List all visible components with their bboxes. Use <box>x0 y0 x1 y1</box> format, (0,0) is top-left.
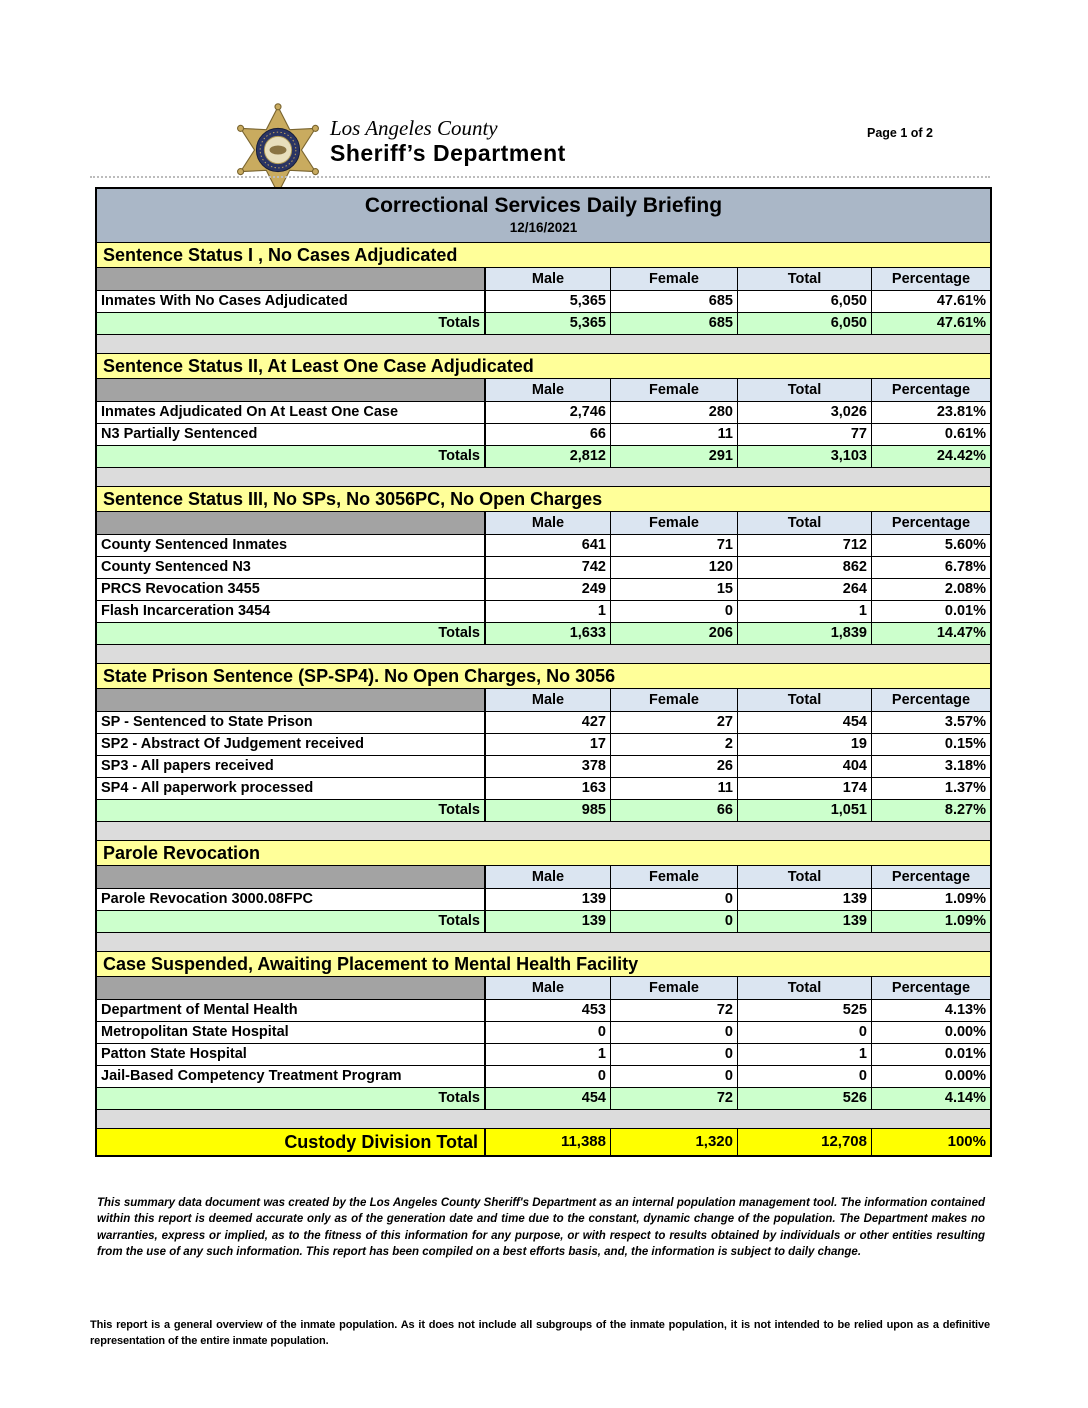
column-header-total: Total <box>738 512 872 534</box>
row-total-value: 1 <box>738 1044 872 1065</box>
totals-total-value: 3,103 <box>738 446 872 467</box>
row-female-value: 685 <box>611 291 738 312</box>
column-header-male: Male <box>486 689 611 711</box>
totals-male-value: 2,812 <box>486 446 611 467</box>
page-number-label: Page 1 of 2 <box>867 126 933 140</box>
totals-total-value: 139 <box>738 911 872 932</box>
row-female-value: 280 <box>611 402 738 423</box>
totals-total-value: 1,839 <box>738 623 872 644</box>
totals-female-value: 0 <box>611 911 738 932</box>
column-header-male: Male <box>486 268 611 290</box>
column-header-total: Total <box>738 689 872 711</box>
row-female-value: 11 <box>611 778 738 799</box>
totals-percentage-value: 8.27% <box>872 800 990 821</box>
table-row <box>97 424 990 446</box>
row-label: County Sentenced Inmates <box>97 535 486 556</box>
row-total-value: 404 <box>738 756 872 777</box>
table-row <box>97 778 990 800</box>
row-female-value: 11 <box>611 424 738 445</box>
section-gap <box>97 335 990 354</box>
row-male-value: 1 <box>486 1044 611 1065</box>
column-header-spacer <box>97 268 486 290</box>
column-header-total: Total <box>738 268 872 290</box>
section-title: Sentence Status II, At Least One Case Adjudicated <box>97 354 990 379</box>
row-label: Inmates With No Cases Adjudicated <box>97 291 486 312</box>
logo-county-line: Los Angeles County <box>330 116 498 140</box>
column-header-percentage: Percentage <box>872 689 990 711</box>
column-header-male: Male <box>486 866 611 888</box>
row-male-value: 0 <box>486 1022 611 1043</box>
grand-total-percentage: 100% <box>872 1129 990 1155</box>
section-title: Sentence Status I , No Cases Adjudicated <box>97 243 990 268</box>
row-female-value: 0 <box>611 1044 738 1065</box>
row-label: County Sentenced N3 <box>97 557 486 578</box>
totals-label: Totals <box>97 911 486 932</box>
row-total-value: 174 <box>738 778 872 799</box>
totals-label: Totals <box>97 313 486 334</box>
row-percentage-value: 4.13% <box>872 1000 990 1021</box>
totals-percentage-value: 14.47% <box>872 623 990 644</box>
report-title: Correctional Services Daily Briefing <box>364 194 723 217</box>
section-gap <box>97 933 990 952</box>
table-row <box>97 1066 990 1088</box>
row-male-value: 139 <box>486 889 611 910</box>
section-gap <box>97 645 990 664</box>
column-header-row <box>97 977 990 1000</box>
report-date: 12/16/2021 <box>509 220 578 235</box>
sheriff-star-badge-icon <box>231 101 325 199</box>
row-label: Patton State Hospital <box>97 1044 486 1065</box>
totals-percentage-value: 4.14% <box>872 1088 990 1109</box>
row-female-value: 72 <box>611 1000 738 1021</box>
grand-total-female: 1,320 <box>611 1129 738 1155</box>
totals-row <box>97 911 990 933</box>
totals-female-value: 685 <box>611 313 738 334</box>
column-header-spacer <box>97 866 486 888</box>
row-label: Inmates Adjudicated On At Least One Case <box>97 402 486 423</box>
row-total-value: 77 <box>738 424 872 445</box>
row-label: SP4 - All paperwork processed <box>97 778 486 799</box>
row-percentage-value: 0.01% <box>872 1044 990 1065</box>
row-female-value: 27 <box>611 712 738 733</box>
table-row <box>97 756 990 778</box>
column-header-male: Male <box>486 379 611 401</box>
row-female-value: 71 <box>611 535 738 556</box>
totals-male-value: 139 <box>486 911 611 932</box>
table-row <box>97 889 990 911</box>
column-header-percentage: Percentage <box>872 977 990 999</box>
column-header-row <box>97 512 990 535</box>
row-female-value: 120 <box>611 557 738 578</box>
column-header-row <box>97 866 990 889</box>
row-percentage-value: 6.78% <box>872 557 990 578</box>
row-total-value: 525 <box>738 1000 872 1021</box>
row-percentage-value: 0.01% <box>872 601 990 622</box>
totals-male-value: 985 <box>486 800 611 821</box>
row-female-value: 0 <box>611 1066 738 1087</box>
row-male-value: 2,746 <box>486 402 611 423</box>
section-title: Sentence Status III, No SPs, No 3056PC, No Open Charges <box>97 487 990 512</box>
totals-row <box>97 800 990 822</box>
column-header-total: Total <box>738 977 872 999</box>
column-header-row <box>97 268 990 291</box>
column-header-percentage: Percentage <box>872 268 990 290</box>
table-row <box>97 712 990 734</box>
totals-label: Totals <box>97 623 486 644</box>
totals-percentage-value: 24.42% <box>872 446 990 467</box>
row-total-value: 862 <box>738 557 872 578</box>
logo-department-line: Sheriff’s Department <box>330 140 566 167</box>
row-label: PRCS Revocation 3455 <box>97 579 486 600</box>
column-header-row <box>97 379 990 402</box>
row-percentage-value: 2.08% <box>872 579 990 600</box>
row-label: SP3 - All papers received <box>97 756 486 777</box>
row-label: SP2 - Abstract Of Judgement received <box>97 734 486 755</box>
row-female-value: 15 <box>611 579 738 600</box>
row-total-value: 19 <box>738 734 872 755</box>
column-header-female: Female <box>611 268 738 290</box>
section-title: Parole Revocation <box>97 841 990 866</box>
totals-label: Totals <box>97 1088 486 1109</box>
table-row <box>97 734 990 756</box>
table-row <box>97 1022 990 1044</box>
row-total-value: 712 <box>738 535 872 556</box>
totals-total-value: 6,050 <box>738 313 872 334</box>
row-label: Jail-Based Competency Treatment Program <box>97 1066 486 1087</box>
totals-row <box>97 446 990 468</box>
totals-label: Totals <box>97 800 486 821</box>
row-female-value: 0 <box>611 601 738 622</box>
column-header-spacer <box>97 512 486 534</box>
column-header-spacer <box>97 689 486 711</box>
row-percentage-value: 23.81% <box>872 402 990 423</box>
grand-total-label: Custody Division Total <box>97 1129 486 1155</box>
totals-label: Totals <box>97 446 486 467</box>
totals-female-value: 66 <box>611 800 738 821</box>
section-title: State Prison Sentence (SP-SP4). No Open Charges, No 3056 <box>97 664 990 689</box>
grand-total-total: 12,708 <box>738 1129 872 1155</box>
column-header-spacer <box>97 379 486 401</box>
custody-division-total-row <box>97 1129 990 1155</box>
totals-male-value: 1,633 <box>486 623 611 644</box>
row-label: SP - Sentenced to State Prison <box>97 712 486 733</box>
row-percentage-value: 1.09% <box>872 889 990 910</box>
report-table <box>95 187 992 1157</box>
row-male-value: 427 <box>486 712 611 733</box>
totals-male-value: 5,365 <box>486 313 611 334</box>
report-title-bar <box>97 189 990 243</box>
row-percentage-value: 1.37% <box>872 778 990 799</box>
section-title: Case Suspended, Awaiting Placement to Mental Health Facility <box>97 952 990 977</box>
row-label: Flash Incarceration 3454 <box>97 601 486 622</box>
totals-female-value: 206 <box>611 623 738 644</box>
row-label: Metropolitan State Hospital <box>97 1022 486 1043</box>
column-header-percentage: Percentage <box>872 512 990 534</box>
column-header-spacer <box>97 977 486 999</box>
totals-total-value: 526 <box>738 1088 872 1109</box>
column-header-female: Female <box>611 689 738 711</box>
row-female-value: 26 <box>611 756 738 777</box>
row-percentage-value: 0.00% <box>872 1066 990 1087</box>
column-header-female: Female <box>611 977 738 999</box>
column-header-percentage: Percentage <box>872 379 990 401</box>
column-header-percentage: Percentage <box>872 866 990 888</box>
row-male-value: 641 <box>486 535 611 556</box>
table-row <box>97 557 990 579</box>
row-male-value: 453 <box>486 1000 611 1021</box>
row-male-value: 742 <box>486 557 611 578</box>
table-row <box>97 1044 990 1066</box>
sections-container <box>97 243 990 1129</box>
row-male-value: 66 <box>486 424 611 445</box>
header-divider-line <box>90 176 990 178</box>
row-percentage-value: 0.15% <box>872 734 990 755</box>
section-gap <box>97 822 990 841</box>
column-header-male: Male <box>486 977 611 999</box>
row-male-value: 5,365 <box>486 291 611 312</box>
row-male-value: 0 <box>486 1066 611 1087</box>
footnote-paragraph: This report is a general overview of the inmate population. As it does not include all subgroups of the inmate population, it is not intended to be relied upon as a definitive representation of the entire inmate population. <box>90 1319 990 1347</box>
totals-female-value: 291 <box>611 446 738 467</box>
row-male-value: 163 <box>486 778 611 799</box>
totals-percentage-value: 47.61% <box>872 313 990 334</box>
row-percentage-value: 0.61% <box>872 424 990 445</box>
row-male-value: 378 <box>486 756 611 777</box>
section-gap <box>97 468 990 487</box>
grand-total-male: 11,388 <box>486 1129 611 1155</box>
totals-row <box>97 313 990 335</box>
row-percentage-value: 3.18% <box>872 756 990 777</box>
row-female-value: 2 <box>611 734 738 755</box>
table-row <box>97 601 990 623</box>
row-total-value: 3,026 <box>738 402 872 423</box>
row-male-value: 249 <box>486 579 611 600</box>
column-header-male: Male <box>486 512 611 534</box>
table-row <box>97 291 990 313</box>
totals-row <box>97 623 990 645</box>
row-male-value: 17 <box>486 734 611 755</box>
row-percentage-value: 5.60% <box>872 535 990 556</box>
row-percentage-value: 0.00% <box>872 1022 990 1043</box>
totals-female-value: 72 <box>611 1088 738 1109</box>
row-percentage-value: 3.57% <box>872 712 990 733</box>
disclaimer-paragraph: This summary data document was created by the Los Angeles County Sheriff's Department as an internal population management tool. The information contained within this report is deemed accurate only as of the generation date and time due to the constant, dynamic change of the population. The Department makes no warranties, express or implied, as to the fitness of this information for any purpose, or with respect to results obtained by individuals or other entities resulting from the use of any such information. This report has been compiled on a best efforts basis, and, the information is subject to daily change. <box>97 1196 985 1258</box>
column-header-female: Female <box>611 379 738 401</box>
row-label: Parole Revocation 3000.08FPC <box>97 889 486 910</box>
column-header-female: Female <box>611 866 738 888</box>
column-header-total: Total <box>738 866 872 888</box>
row-label: N3 Partially Sentenced <box>97 424 486 445</box>
row-female-value: 0 <box>611 1022 738 1043</box>
row-female-value: 0 <box>611 889 738 910</box>
row-total-value: 0 <box>738 1066 872 1087</box>
row-total-value: 139 <box>738 889 872 910</box>
table-row <box>97 402 990 424</box>
row-total-value: 264 <box>738 579 872 600</box>
table-row <box>97 1000 990 1022</box>
row-percentage-value: 47.61% <box>872 291 990 312</box>
column-header-total: Total <box>738 379 872 401</box>
row-total-value: 1 <box>738 601 872 622</box>
totals-percentage-value: 1.09% <box>872 911 990 932</box>
totals-total-value: 1,051 <box>738 800 872 821</box>
row-label: Department of Mental Health <box>97 1000 486 1021</box>
section-gap <box>97 1110 990 1129</box>
table-row <box>97 579 990 601</box>
row-total-value: 454 <box>738 712 872 733</box>
totals-row <box>97 1088 990 1110</box>
column-header-row <box>97 689 990 712</box>
row-total-value: 0 <box>738 1022 872 1043</box>
department-logo-text <box>330 117 566 166</box>
row-total-value: 6,050 <box>738 291 872 312</box>
column-header-female: Female <box>611 512 738 534</box>
totals-male-value: 454 <box>486 1088 611 1109</box>
row-male-value: 1 <box>486 601 611 622</box>
table-row <box>97 535 990 557</box>
